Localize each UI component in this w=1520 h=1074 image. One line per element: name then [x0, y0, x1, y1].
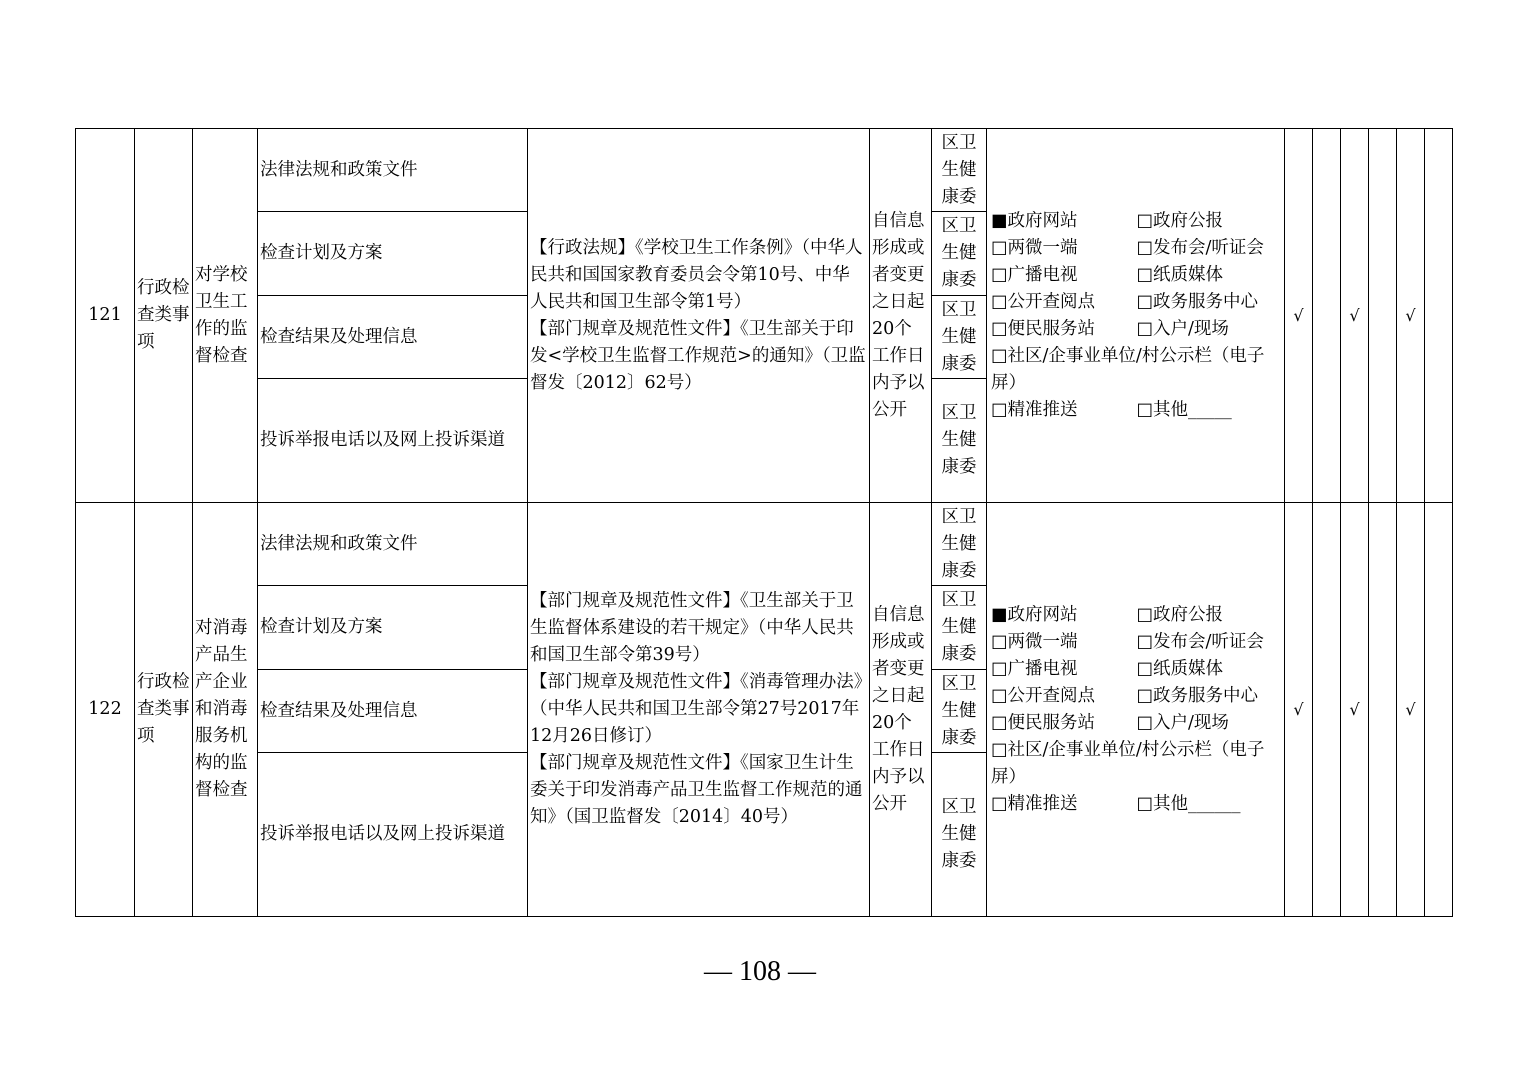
- row-number: 121: [76, 129, 135, 503]
- check-mark-cell: √: [1397, 129, 1425, 503]
- dept-cell: 区卫生健康委: [932, 296, 987, 379]
- content-cell: 投诉举报电话以及网上投诉渠道: [258, 753, 528, 917]
- page-number: — 108 —: [704, 956, 816, 987]
- channel-option: □便民服务站: [991, 712, 1096, 733]
- basis-line: 【部门规章及规范性文件】《消毒管理办法》（中华人民共和国卫生部令第27号2017年12月26日修订）: [530, 672, 863, 746]
- dept-cell: 区卫生健康委: [932, 503, 987, 586]
- channel-option: □广播电视: [991, 264, 1078, 285]
- check-mark-cell: √: [1285, 503, 1313, 917]
- check-mark-cell: [1313, 129, 1341, 503]
- content-cell: 法律法规和政策文件: [258, 129, 528, 212]
- basis-line: 【行政法规】《学校卫生工作条例》（中华人民共和国国家教育委员会令第10号、中华人民共和国卫生部令第1号）: [530, 237, 863, 312]
- table-row: [76, 503, 1453, 586]
- channel-option: □便民服务站: [991, 318, 1096, 339]
- channel-option: □发布会/听证会: [1136, 631, 1264, 652]
- basis-line: 【部门规章及规范性文件】《卫生部关于印发<学校卫生监督工作规范>的通知》（卫监督发〔2012〕62号）: [530, 318, 866, 393]
- content-cell: 检查结果及处理信息: [258, 296, 528, 379]
- check-mark-cell: √: [1285, 129, 1313, 503]
- channel-option: ■政府网站: [991, 210, 1078, 231]
- check-mark-cell: √: [1341, 503, 1369, 917]
- channel-option: □纸质媒体: [1136, 264, 1224, 285]
- content-cell: 检查计划及方案: [258, 212, 528, 296]
- check-mark-cell: [1369, 129, 1397, 503]
- basis-line: 【部门规章及规范性文件】《国家卫生计生委关于印发消毒产品卫生监督工作规范的通知》（国卫监督发〔2014〕40号）: [530, 753, 863, 827]
- dept-cell: 区卫生健康委: [932, 753, 987, 917]
- dept-cell: 区卫生健康委: [932, 670, 987, 753]
- channels-cell: [987, 503, 1285, 917]
- check-mark-cell: [1425, 503, 1453, 917]
- dept-cell: 区卫生健康委: [932, 129, 987, 212]
- channel-option: □两微一端: [991, 237, 1078, 258]
- channel-option: □其他______: [1136, 793, 1241, 814]
- check-mark-cell: √: [1397, 503, 1425, 917]
- channel-option: □精准推送: [991, 399, 1078, 420]
- table-row: [76, 129, 1453, 212]
- category-cell: 行政检查类事项: [135, 503, 193, 917]
- dept-cell: 区卫生健康委: [932, 379, 987, 503]
- dept-cell: 区卫生健康委: [932, 586, 987, 670]
- channel-option: □公开查阅点: [991, 685, 1096, 706]
- channel-option: □广播电视: [991, 658, 1078, 679]
- item-name-cell: 对学校卫生工作的监督检查: [193, 129, 258, 503]
- channel-option: □精准推送: [991, 793, 1078, 814]
- channel-option: □纸质媒体: [1136, 658, 1224, 679]
- check-mark-cell: √: [1341, 129, 1369, 503]
- check-mark-cell: [1369, 503, 1397, 917]
- channel-option: □社区/企事业单位/村公示栏（电子屏）: [991, 739, 1265, 787]
- basis-cell: [528, 129, 870, 503]
- row-number: 122: [76, 503, 135, 917]
- channel-option: □政务服务中心: [1136, 291, 1259, 312]
- content-cell: 检查结果及处理信息: [258, 670, 528, 753]
- channel-option: □政务服务中心: [1136, 685, 1259, 706]
- basis-line: 【部门规章及规范性文件】《卫生部关于卫生监督体系建设的若干规定》（中华人民共和国卫生部令第39号）: [530, 591, 854, 665]
- channel-option: □公开查阅点: [991, 291, 1096, 312]
- check-mark-cell: [1425, 129, 1453, 503]
- time-limit-cell: 自信息形成或者变更之日起20个工作日内予以公开: [870, 129, 932, 503]
- content-cell: 投诉举报电话以及网上投诉渠道: [258, 379, 528, 503]
- content-cell: 检查计划及方案: [258, 586, 528, 670]
- check-mark-cell: [1313, 503, 1341, 917]
- channel-option: □发布会/听证会: [1136, 237, 1264, 258]
- category-cell: 行政检查类事项: [135, 129, 193, 503]
- channel-option: ■政府网站: [991, 604, 1078, 625]
- basis-cell: [528, 503, 870, 917]
- table-body: [76, 129, 1453, 917]
- disclosure-table: [75, 128, 1453, 917]
- item-name-cell: 对消毒产品生产企业和消毒服务机构的监督检查: [193, 503, 258, 917]
- channel-option: □社区/企事业单位/村公示栏（电子屏）: [991, 345, 1265, 393]
- content-cell: 法律法规和政策文件: [258, 503, 528, 586]
- channels-cell: [987, 129, 1285, 503]
- channel-option: □其他_____: [1136, 399, 1232, 420]
- channel-option: □政府公报: [1136, 210, 1224, 231]
- time-limit-cell: 自信息形成或者变更之日起20个工作日内予以公开: [870, 503, 932, 917]
- channel-option: □入户/现场: [1136, 318, 1229, 339]
- channel-option: □政府公报: [1136, 604, 1224, 625]
- channel-option: □入户/现场: [1136, 712, 1229, 733]
- channel-option: □两微一端: [991, 631, 1078, 652]
- dept-cell: 区卫生健康委: [932, 212, 987, 296]
